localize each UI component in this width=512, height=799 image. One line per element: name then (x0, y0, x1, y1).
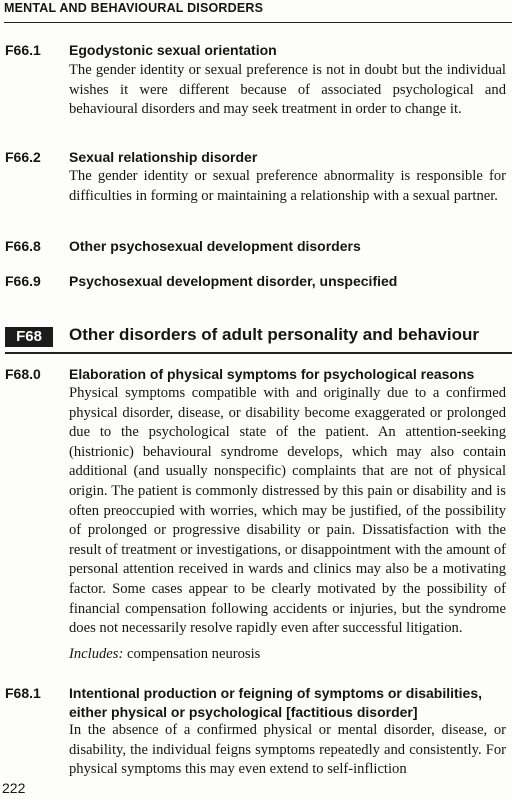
entry-title-f68-0: Elaboration of physical symptoms for psychological reasons (69, 366, 475, 382)
entry-code-f68-1: F68.1 (5, 685, 41, 701)
entry-code-f66-1: F66.1 (5, 42, 41, 58)
entry-title-f68-1: Intentional production or feigning of symptoms or disabilities, either physical or psychological [factitious disorder] (69, 685, 483, 720)
block-rule (5, 352, 512, 354)
entry-title-f66-8: Other psychosexual development disorders (69, 238, 361, 254)
entry-code-f68-0: F68.0 (5, 366, 41, 382)
includes-text: compensation neurosis (126, 646, 261, 662)
entry-body-f68-1: In the absence of a confirmed physical or mental disorder, disease, or disability, the individual feigns symptoms repeatedly and consistently. For physical symptoms this may even extend to self-infliction (69, 722, 506, 778)
block-title: Other disorders of adult personality and behaviour (69, 325, 479, 344)
entry-code-f66-2: F66.2 (5, 149, 41, 165)
block-code-badge: F68 (5, 327, 53, 347)
entry-body-f66-1: The gender identity or sexual preference is not in doubt but the individual wishes it were different because of associated psychological and behavioural disorders and may seek treatment in order to change it. (69, 62, 506, 118)
header-rule (4, 22, 512, 23)
running-head: MENTAL AND BEHAVIOURAL DISORDERS (4, 1, 264, 15)
entry-body-f68-0: Physical symptoms compatible with and originally due to a confirmed physical disorder, disease, or disability become exaggerated or prolonged due to the psychological state of the patient. An attention-seeking (histrionic) behavioural syndrome develops, which may also contain additional (and usually nonspecific) complaints that are not of physical origin. The patient is commonly distressed by this pain or disability and is often preoccupied with worries, which may be justified, of the possibility of prolonged or progressive disability or pain. Dissatisfaction with the result of treatment or investigations, or disappointment with the amount of personal attention received in wards and clinics may also be a motivating factor. Some cases appear to be clearly motivated by the possibility of financial compensation following accidents or injuries, but the syndrome does not necessarily resolve rapidly even after successful litigation. (69, 385, 506, 637)
includes-label: Includes: (69, 646, 124, 662)
entry-title-f66-9: Psychosexual development disorder, unspecified (69, 273, 398, 289)
entry-title-f66-2: Sexual relationship disorder (69, 149, 258, 165)
entry-title-f66-1: Egodystonic sexual orientation (69, 42, 277, 58)
entry-code-f66-8: F66.8 (5, 238, 41, 254)
includes-line (69, 646, 260, 663)
page-number: 222 (2, 780, 26, 796)
entry-code-f66-9: F66.9 (5, 273, 41, 289)
entry-body-f66-2: The gender identity or sexual preference abnormality is responsible for difficulties in forming or maintaining a relationship with a sexual partner. (69, 168, 506, 204)
